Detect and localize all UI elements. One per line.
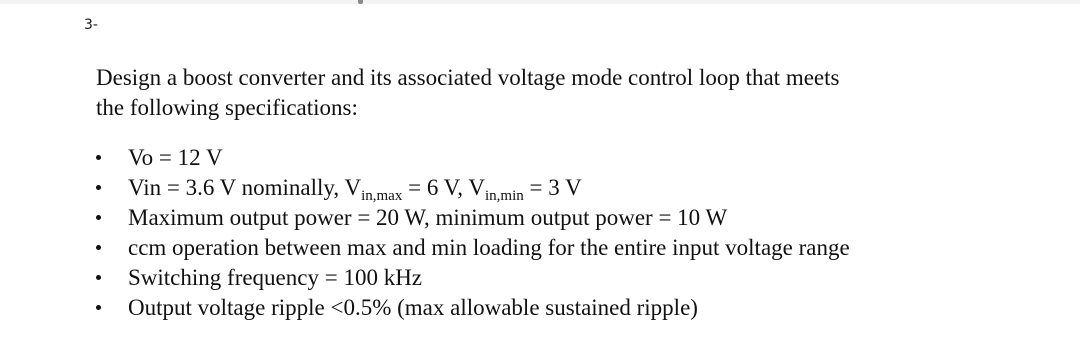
spec-switching-text: Switching frequency = 100 kHz <box>128 265 423 290</box>
bullet-icon <box>96 305 101 310</box>
problem-intro <box>96 63 996 123</box>
spec-item-vin <box>96 173 850 203</box>
spec-item-ccm <box>96 233 850 263</box>
spec-vin-mid: = 6 V, V <box>402 175 485 200</box>
specification-list <box>96 143 850 323</box>
bullet-icon <box>96 215 101 220</box>
intro-line-2: the following specifications: <box>96 95 358 120</box>
bullet-icon <box>96 275 101 280</box>
vin-min-subscript: in,min <box>485 188 524 204</box>
spec-vo-text: Vo = 12 V <box>128 145 223 170</box>
spec-ccm-text: ccm operation between max and min loading for the entire input voltage range <box>128 235 850 260</box>
spec-vin-suffix: = 3 V <box>523 175 582 200</box>
bullet-icon <box>96 185 101 190</box>
spec-item-vo <box>96 143 850 173</box>
top-edge-mark <box>358 0 363 4</box>
spec-item-ripple <box>96 293 850 323</box>
vin-max-subscript: in,max <box>361 188 403 204</box>
spec-power-text: Maximum output power = 20 W, minimum output power = 10 W <box>128 205 728 230</box>
spec-item-switching <box>96 263 850 293</box>
spec-ripple-text: Output voltage ripple <0.5% (max allowable sustained ripple) <box>128 295 698 320</box>
spec-vin-prefix: Vin = 3.6 V nominally, V <box>128 175 362 200</box>
top-edge-line <box>0 0 1080 4</box>
intro-line-1: Design a boost converter and its associated voltage mode control loop that meets <box>96 65 840 90</box>
bullet-icon <box>96 245 101 250</box>
question-number: 3- <box>84 17 98 33</box>
bullet-icon <box>96 155 101 160</box>
spec-item-power <box>96 203 850 233</box>
